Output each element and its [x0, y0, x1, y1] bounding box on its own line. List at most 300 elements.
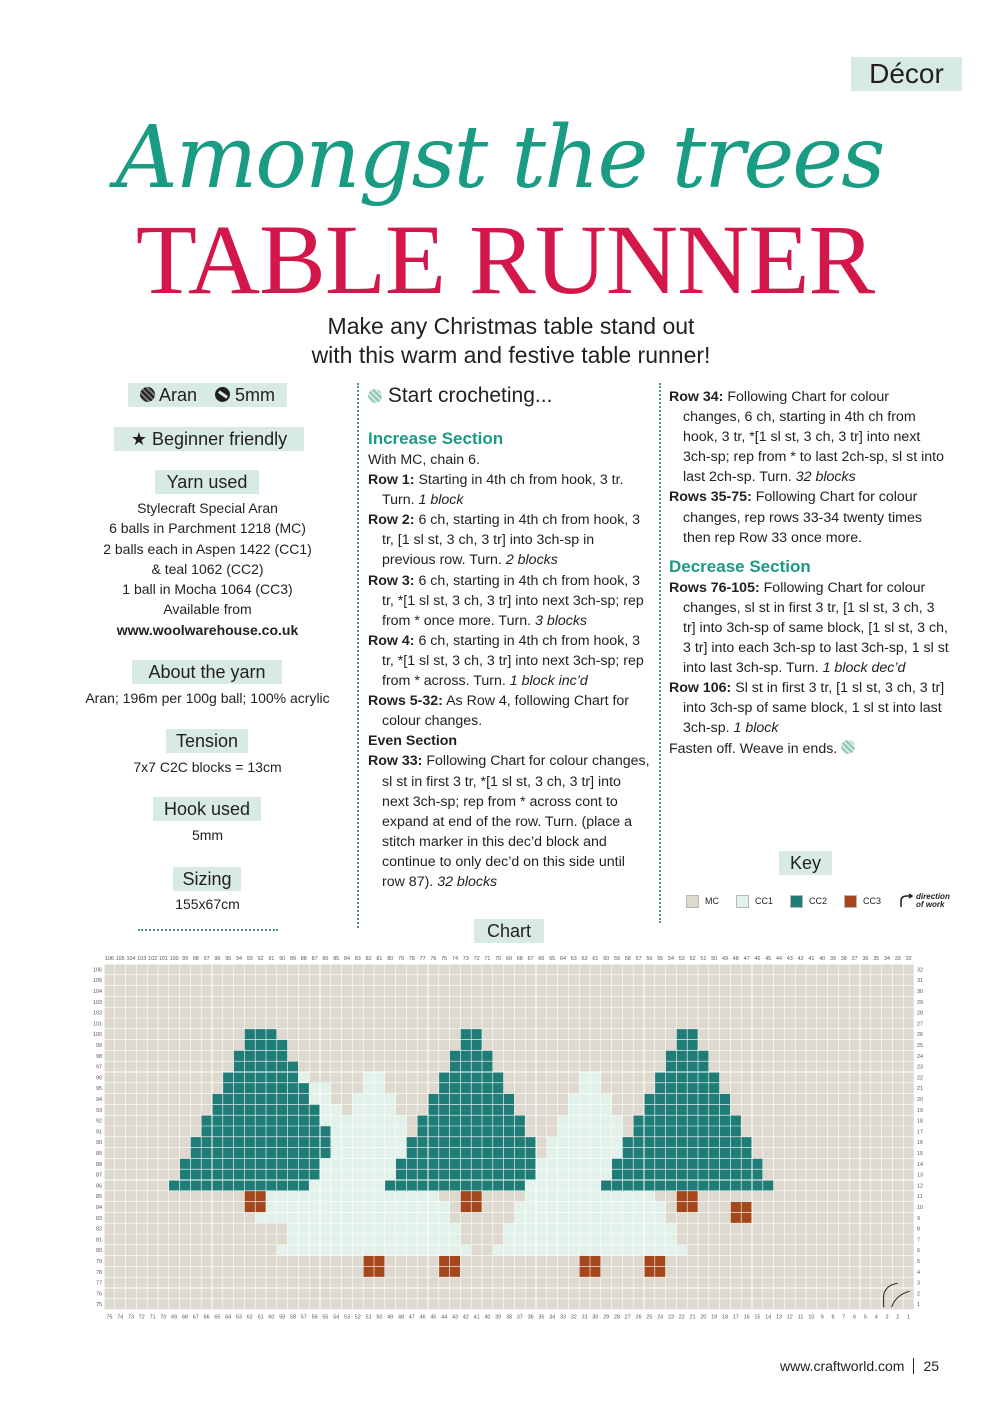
tree-cell	[612, 1148, 623, 1159]
chart-cell	[730, 1018, 741, 1029]
chart-cell	[838, 1288, 849, 1299]
chart-cell	[396, 1018, 407, 1029]
chart-cell	[115, 1148, 126, 1159]
chart-cell	[536, 1137, 547, 1148]
chart-cell	[612, 1288, 623, 1299]
tree-cell	[687, 1072, 698, 1083]
chart-cell	[698, 1245, 709, 1256]
chart-cell	[838, 1148, 849, 1159]
chart-axis-label: 59	[279, 1314, 286, 1320]
hook-icon	[215, 387, 230, 402]
chart-axis-label: 33	[560, 1314, 566, 1320]
chart-cell	[331, 1018, 342, 1029]
chart-cell	[406, 1083, 417, 1094]
chart-cell	[320, 1148, 331, 1159]
tree-cell	[590, 1072, 601, 1083]
chart-cell	[849, 1256, 860, 1267]
chart-cell	[201, 1050, 212, 1061]
tree-cell	[396, 1245, 407, 1256]
tree-trunk-cell	[255, 1202, 266, 1213]
chart-cell	[255, 996, 266, 1007]
tree-cell	[558, 1115, 569, 1126]
tree-cell	[244, 1180, 255, 1191]
tree-cell	[622, 1212, 633, 1223]
chart-cell	[136, 1277, 147, 1288]
tree-cell	[655, 1137, 666, 1148]
chart-cell	[547, 1029, 558, 1040]
chart-axis-label: 106	[93, 967, 102, 974]
chart-cell	[363, 975, 374, 986]
chart-cell	[558, 1299, 569, 1310]
chart-cell	[644, 986, 655, 997]
chart-cell	[244, 1007, 255, 1018]
chart-cell	[784, 986, 795, 997]
tree-cell	[655, 1223, 666, 1234]
chart-cell	[752, 1007, 763, 1018]
tree-cell	[234, 1104, 245, 1115]
chart-cell	[828, 1256, 839, 1267]
chart-cell	[374, 986, 385, 997]
chart-cell	[666, 1256, 677, 1267]
chart-cell	[201, 986, 212, 997]
tree-cell	[547, 1158, 558, 1169]
chart-cell	[752, 996, 763, 1007]
chart-cell	[828, 1104, 839, 1115]
subtitle	[0, 312, 999, 370]
chart-cell	[622, 1299, 633, 1310]
tree-cell	[525, 1245, 536, 1256]
tree-cell	[633, 1234, 644, 1245]
chart-cell	[201, 1007, 212, 1018]
chart-cell	[147, 1040, 158, 1051]
chart-cell	[288, 1277, 299, 1288]
chart-cell	[601, 996, 612, 1007]
tree-cell	[514, 1148, 525, 1159]
chart-cell	[730, 1245, 741, 1256]
tree-cell	[428, 1202, 439, 1213]
chart-cell	[331, 1040, 342, 1051]
chart-cell	[817, 996, 828, 1007]
chart-cell	[903, 986, 914, 997]
tree-cell	[374, 1137, 385, 1148]
chart-cell	[655, 1029, 666, 1040]
chart-cell	[104, 1029, 115, 1040]
chart-cell	[234, 1234, 245, 1245]
chart-cell	[504, 1299, 515, 1310]
chart-cell	[169, 1223, 180, 1234]
tree-cell	[622, 1180, 633, 1191]
chart-cell	[244, 1212, 255, 1223]
chart-cell	[644, 1299, 655, 1310]
chart-axis-label: 15	[754, 1314, 761, 1320]
chart-cell	[169, 1072, 180, 1083]
chart-cell	[601, 986, 612, 997]
chart-cell	[558, 1040, 569, 1051]
chart-cell	[817, 1299, 828, 1310]
chart-cell	[763, 1029, 774, 1040]
tree-cell	[536, 1191, 547, 1202]
tree-cell	[396, 1223, 407, 1234]
chart-cell	[277, 1299, 288, 1310]
chart-cell	[126, 1148, 137, 1159]
tree-cell	[201, 1158, 212, 1169]
chart-cell	[849, 1094, 860, 1105]
tree-cell	[687, 1148, 698, 1159]
chart-axis-label: 61	[592, 956, 599, 962]
chart-cell	[828, 964, 839, 975]
tree-cell	[644, 1202, 655, 1213]
tree-cell	[612, 1191, 623, 1202]
tree-cell	[709, 1104, 720, 1115]
chart-cell	[115, 1256, 126, 1267]
chart-cell	[104, 975, 115, 986]
chart-cell	[903, 1169, 914, 1180]
chart-cell	[342, 1018, 353, 1029]
chart-axis-label: 98	[96, 1053, 102, 1060]
tree-cell	[255, 1050, 266, 1061]
chart-cell	[115, 1083, 126, 1094]
chart-cell	[201, 1072, 212, 1083]
tree-cell	[450, 1180, 461, 1191]
chart-axis-label: 90	[279, 956, 286, 962]
chart-cell	[849, 1169, 860, 1180]
chart-axis-label: 100	[93, 1032, 102, 1039]
tree-cell	[482, 1126, 493, 1137]
tree-cell	[255, 1169, 266, 1180]
decrease-section-heading: Decrease Section	[669, 556, 811, 576]
chart-cell	[374, 1007, 385, 1018]
tree-cell	[644, 1245, 655, 1256]
chart-cell	[849, 1050, 860, 1061]
chart-cell	[784, 1180, 795, 1191]
chart-cell	[730, 1007, 741, 1018]
chart-cell	[331, 1104, 342, 1115]
chart-cell	[547, 1126, 558, 1137]
chart-cell	[482, 1029, 493, 1040]
chart-cell	[126, 996, 137, 1007]
chart-cell	[892, 996, 903, 1007]
chart-cell	[849, 1018, 860, 1029]
chart-cell	[612, 975, 623, 986]
chart-cell	[709, 1191, 720, 1202]
chart-cell	[698, 1007, 709, 1018]
chart-axis-label: 70	[160, 1314, 167, 1320]
chart-cell	[417, 1029, 428, 1040]
chart-cell	[190, 1288, 201, 1299]
chart-cell	[525, 1007, 536, 1018]
chart-cell	[136, 1040, 147, 1051]
tree-cell	[644, 1104, 655, 1115]
chart-cell	[622, 1083, 633, 1094]
chart-cell	[676, 1212, 687, 1223]
chart-axis-label: 38	[506, 1314, 512, 1320]
chart-cell	[849, 1223, 860, 1234]
chart-cell	[774, 1094, 785, 1105]
chart-cell	[126, 1094, 137, 1105]
chart-cell	[536, 1007, 547, 1018]
chart-cell	[709, 996, 720, 1007]
chart-cell	[806, 1223, 817, 1234]
chart-cell	[514, 975, 525, 986]
tree-cell	[547, 1245, 558, 1256]
tree-cell	[363, 1104, 374, 1115]
chart-cell	[147, 1072, 158, 1083]
chart-cell	[590, 975, 601, 986]
chart-cell	[687, 1288, 698, 1299]
tree-cell	[234, 1148, 245, 1159]
colour-chart	[88, 950, 940, 1320]
chart-cell	[741, 1094, 752, 1105]
chart-axis-label: 81	[96, 1237, 102, 1244]
chart-cell	[601, 1266, 612, 1277]
chart-cell	[158, 1277, 169, 1288]
chart-cell	[385, 1288, 396, 1299]
chart-cell	[180, 1029, 191, 1040]
chart-cell	[741, 1040, 752, 1051]
tree-cell	[450, 1234, 461, 1245]
tree-cell	[687, 1126, 698, 1137]
chart-cell	[882, 1266, 893, 1277]
chart-cell	[234, 1007, 245, 1018]
tree-cell	[439, 1104, 450, 1115]
chart-axis-label: 2	[896, 1314, 900, 1320]
chart-cell	[547, 1007, 558, 1018]
chart-cell	[828, 1266, 839, 1277]
tree-cell	[493, 1104, 504, 1115]
chart-cell	[525, 1083, 536, 1094]
chart-cell	[882, 1245, 893, 1256]
chart-axis-label: 101	[93, 1021, 102, 1028]
chart-cell	[849, 1180, 860, 1191]
tree-cell	[698, 1115, 709, 1126]
chart-cell	[795, 1245, 806, 1256]
tree-cell	[698, 1158, 709, 1169]
chart-cell	[482, 1223, 493, 1234]
chart-cell	[309, 1299, 320, 1310]
chart-cell	[860, 975, 871, 986]
tree-cell	[525, 1212, 536, 1223]
chart-cell	[784, 1202, 795, 1213]
tree-cell	[514, 1169, 525, 1180]
tree-cell	[687, 1029, 698, 1040]
tree-cell	[255, 1115, 266, 1126]
tree-cell	[525, 1158, 536, 1169]
chart-cell	[234, 1266, 245, 1277]
tree-cell	[439, 1169, 450, 1180]
chart-cell	[860, 1115, 871, 1126]
chart-cell	[806, 1202, 817, 1213]
tree-cell	[687, 1104, 698, 1115]
tree-cell	[309, 1202, 320, 1213]
chart-cell	[320, 1299, 331, 1310]
tree-cell	[698, 1094, 709, 1105]
chart-cell	[460, 975, 471, 986]
chart-axis-label: 28	[614, 1314, 620, 1320]
chart-cell	[860, 1061, 871, 1072]
tree-trunk-cell	[439, 1266, 450, 1277]
tree-cell	[536, 1212, 547, 1223]
chart-cell	[547, 1115, 558, 1126]
chart-cell	[795, 1212, 806, 1223]
chart-cell	[180, 964, 191, 975]
chart-cell	[763, 1137, 774, 1148]
chart-cell	[126, 964, 137, 975]
tree-cell	[579, 1126, 590, 1137]
chart-cell	[763, 1040, 774, 1051]
tree-cell	[590, 1158, 601, 1169]
chart-cell	[277, 986, 288, 997]
tree-cell	[612, 1223, 623, 1234]
chart-cell	[363, 1288, 374, 1299]
chart-cell	[504, 996, 515, 1007]
chart-cell	[147, 1212, 158, 1223]
chart-cell	[774, 1040, 785, 1051]
chart-axis-label: 34	[884, 956, 890, 962]
chart-cell	[190, 1256, 201, 1267]
tree-trunk-cell	[687, 1202, 698, 1213]
chart-cell	[795, 1223, 806, 1234]
chart-cell	[460, 964, 471, 975]
chart-cell	[223, 1299, 234, 1310]
chart-cell	[493, 1299, 504, 1310]
chart-cell	[784, 1277, 795, 1288]
chart-cell	[892, 1234, 903, 1245]
tree-cell	[450, 1094, 461, 1105]
chart-cell	[871, 1212, 882, 1223]
chart-cell	[298, 1083, 309, 1094]
tree-cell	[720, 1137, 731, 1148]
chart-cell	[266, 1007, 277, 1018]
chart-cell	[417, 1104, 428, 1115]
chart-cell	[568, 964, 579, 975]
chart-cell	[104, 1050, 115, 1061]
tree-cell	[709, 1137, 720, 1148]
chart-cell	[439, 1277, 450, 1288]
tree-cell	[180, 1158, 191, 1169]
chart-cell	[212, 986, 223, 997]
chart-cell	[158, 1072, 169, 1083]
chart-cell	[115, 1137, 126, 1148]
chart-axis-label: 84	[344, 956, 350, 962]
chart-cell	[115, 1018, 126, 1029]
chart-cell	[806, 1094, 817, 1105]
chart-cell	[547, 1040, 558, 1051]
tree-cell	[482, 1061, 493, 1072]
subtitle-line-2: with this warm and festive table runner!	[311, 342, 711, 368]
chart-axis-label: 32	[905, 956, 912, 962]
tree-cell	[612, 1212, 623, 1223]
chart-cell	[158, 1223, 169, 1234]
chart-cell	[244, 1299, 255, 1310]
chart-cell	[234, 986, 245, 997]
chart-cell	[838, 1266, 849, 1277]
chart-axis-label: 31	[917, 978, 923, 985]
tree-cell	[720, 1180, 731, 1191]
chart-cell	[558, 1061, 569, 1072]
chart-cell	[320, 964, 331, 975]
chart-cell	[892, 1148, 903, 1159]
chart-cell	[752, 1212, 763, 1223]
tree-cell	[471, 1040, 482, 1051]
chart-cell	[320, 1061, 331, 1072]
tree-cell	[655, 1072, 666, 1083]
chart-cell	[514, 1072, 525, 1083]
chart-cell	[806, 1288, 817, 1299]
tree-cell	[342, 1223, 353, 1234]
chart-cell	[730, 1223, 741, 1234]
chart-cell	[698, 964, 709, 975]
chart-cell	[655, 986, 666, 997]
chart-axis-label: 76	[96, 1291, 102, 1298]
chart-cell	[104, 996, 115, 1007]
tree-cell	[666, 1072, 677, 1083]
tree-trunk-cell	[450, 1256, 461, 1267]
chart-cell	[158, 1137, 169, 1148]
tree-cell	[201, 1137, 212, 1148]
chart-cell	[741, 1104, 752, 1115]
tree-cell	[525, 1180, 536, 1191]
chart-cell	[892, 964, 903, 975]
chart-cell	[698, 1288, 709, 1299]
chart-axis-label: 39	[830, 956, 836, 962]
chart-cell	[169, 996, 180, 1007]
tree-cell	[730, 1126, 741, 1137]
tree-cell	[612, 1234, 623, 1245]
chart-cell	[849, 1202, 860, 1213]
chart-cell	[568, 1083, 579, 1094]
tree-cell	[255, 1158, 266, 1169]
tree-trunk-cell	[363, 1256, 374, 1267]
chart-cell	[169, 1212, 180, 1223]
tree-trunk-cell	[687, 1191, 698, 1202]
chart-cell	[871, 986, 882, 997]
tree-cell	[504, 1094, 515, 1105]
star-icon: ★	[130, 429, 148, 449]
tree-cell	[363, 1223, 374, 1234]
chart-cell	[860, 964, 871, 975]
chart-cell	[730, 1234, 741, 1245]
tree-cell	[255, 1180, 266, 1191]
chart-cell	[709, 1212, 720, 1223]
chart-cell	[720, 1029, 731, 1040]
chart-cell	[223, 1234, 234, 1245]
chart-cell	[169, 1191, 180, 1202]
chart-cell	[882, 975, 893, 986]
chart-cell	[730, 975, 741, 986]
tree-cell	[288, 1094, 299, 1105]
chart-cell	[774, 1083, 785, 1094]
tree-cell	[255, 1072, 266, 1083]
chart-cell	[633, 1288, 644, 1299]
chart-cell	[558, 1018, 569, 1029]
yarn-supplier-link[interactable]: www.woolwarehouse.co.uk	[116, 621, 299, 638]
chart-axis-label: 49	[722, 956, 728, 962]
tree-cell	[568, 1245, 579, 1256]
chart-cell	[741, 1299, 752, 1310]
chart-cell	[288, 1007, 299, 1018]
key-label-cc2: CC2	[809, 896, 828, 906]
chart-cell	[687, 1245, 698, 1256]
chart-cell	[104, 1126, 115, 1137]
chart-cell	[774, 1212, 785, 1223]
chart-cell	[838, 1191, 849, 1202]
chart-cell	[806, 1158, 817, 1169]
chart-cell	[396, 964, 407, 975]
chart-cell	[104, 1234, 115, 1245]
chart-cell	[406, 1115, 417, 1126]
chart-cell	[331, 1299, 342, 1310]
chart-cell	[784, 1094, 795, 1105]
